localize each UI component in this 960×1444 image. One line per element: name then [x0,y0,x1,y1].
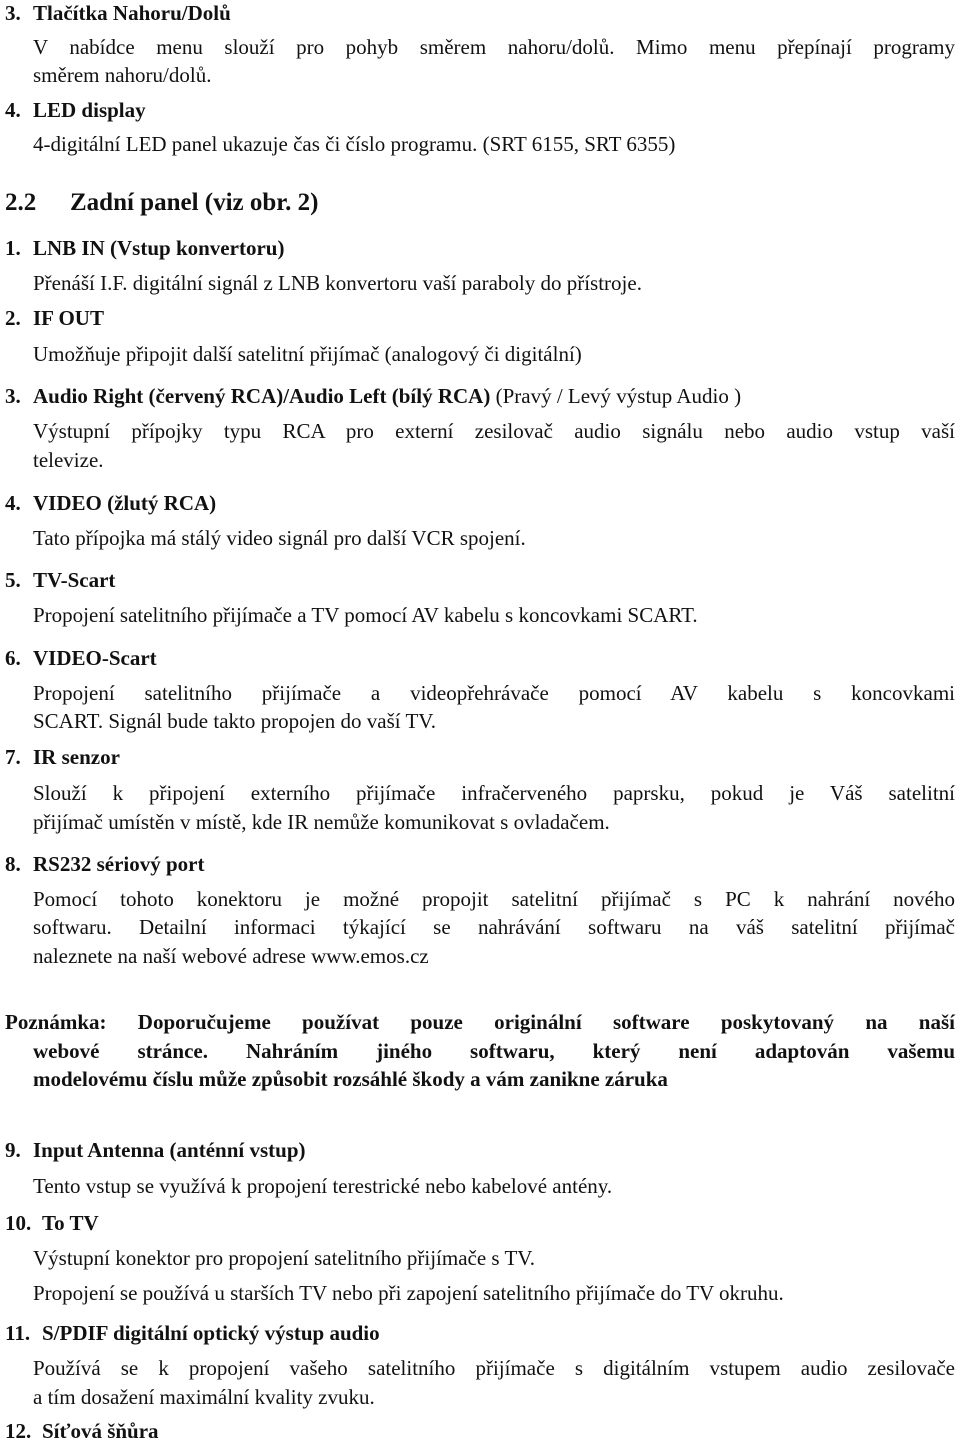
document-page: 3. Tlačítka Nahoru/Dolů V nabídce menu slouží pro pohyb směrem nahoru/dolů. Mimo menu přepínají programy směrem nahoru/dolů. 4. LED display 4-digitální LED panel ukazuje čas či číslo programu. (SRT 6155, SRT 6355) 2.2 Zadní panel (viz obr. 2) 1. LNB IN (Vstup konvertoru) Přenáší I.F. digitální signál z LNB konvertoru vaší paraboly do přístroje. 2. IF OUT Umožňuje připojit další satelitní přijímač (analogový či digitální) 3. Audio Right (červený RCA)/Audio Left (bílý RCA) (Pravý / Levý výstup Audio ) Výstupní přípojky typu RCA pro externí zesilovač audio signálu nebo audio vstup vaší televize. 4. VIDEO (žlutý RCA) Tato přípojka má stálý video signál pro další VCR spojení. 5. TV-Scart Propojení satelitního přijímače a TV pomocí AV kabelu s koncovkami SCART. 6. VIDEO-Scart Propojení satelitního přijímače a videopřehrávače pomocí AV kabelu s koncovkami SCART. Signál bude takto propojen do vaší TV. 7. IR senzor Slouží k připojení externího přijímače infračerveného paprsku, pokud je Váš satelitní přijímač umístěn v místě, kde IR nemůže komunikovat s ovladačem. 8. RS232 sériový port Pomocí tohoto konektoru je možné propojit satelitní přijímač s PC k nahrání nového softwaru. Detailní informaci týkající se nahrávání softwaru na váš satelitní přijímač naleznete na naší webové adrese www.emos.cz Poznámka: Doporučujeme používat pouze originální software poskytovaný na naší webové stránce. Nahráním jiného softwaru, který není adaptován vašemu modelovému číslu může způsobit rozsáhlé škody a vám zanikne záruka 9. Input Antenna (anténní vstup) Tento vstup se využívá k propojení terestrické nebo kabelové antény. 10. To TV Výstupní konektor pro propojení satelitního přijímače s TV. Propojení se používá u starších TV nebo při zapojení satelitního přijímače do TV okruhu. 11. S/PDIF digitální optický výstup audio Používá se k propojení vašeho satelitního přijímače s digitálním vstupem audio zesilovače a tím dosažení maximální kvality zvuku. 12. Síťová šňůra [5,1,955,1443]
